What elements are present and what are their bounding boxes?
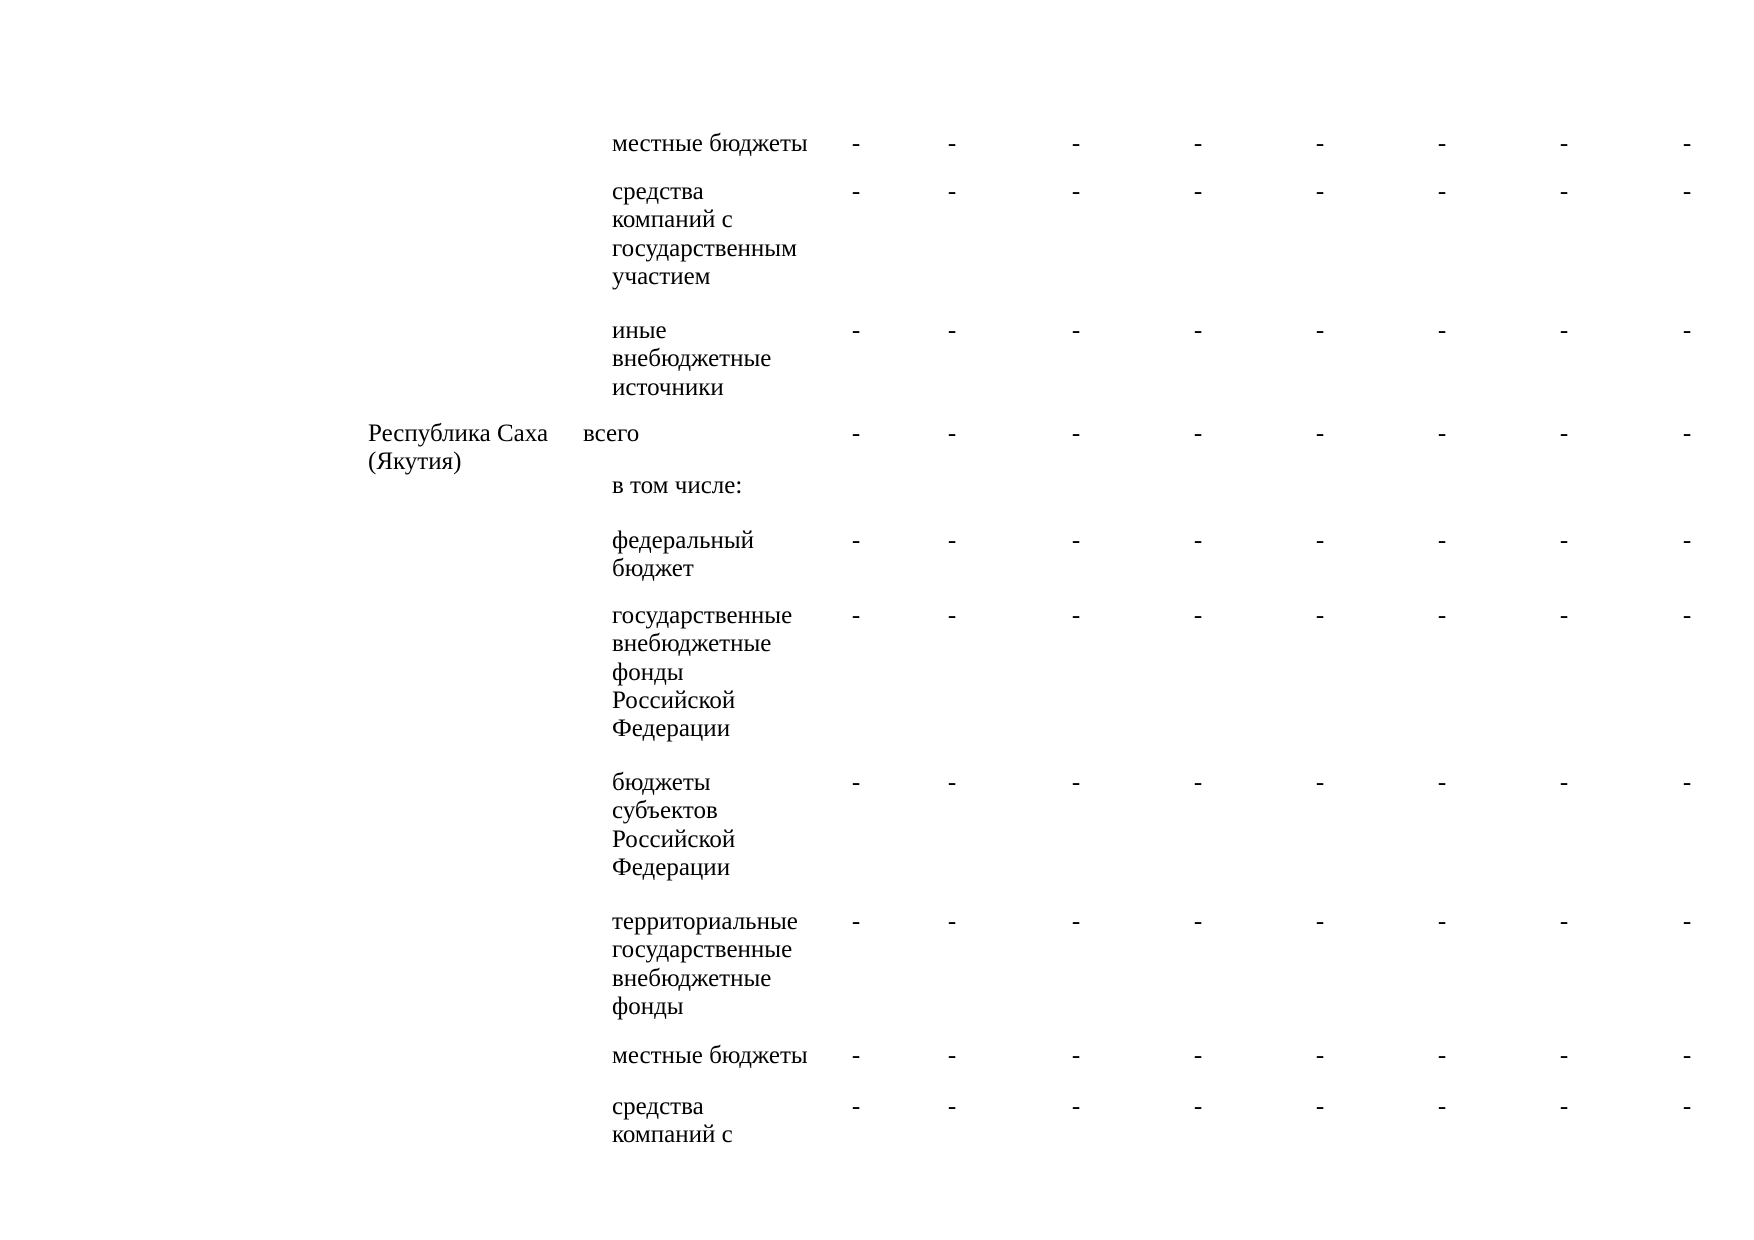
funding-source-label <box>612 130 808 158</box>
value-cell-dash: - <box>1071 420 1081 447</box>
value-cell-dash: - <box>1559 908 1569 935</box>
funding-source-label-line: компаний с <box>612 1121 733 1149</box>
funding-source-label <box>583 420 639 448</box>
value-cell-dash: - <box>1559 769 1569 796</box>
value-cell-dash: - <box>947 602 957 629</box>
value-cell-dash: - <box>1559 1093 1569 1120</box>
value-cell-dash: - <box>1193 130 1203 157</box>
region-name <box>368 420 548 477</box>
value-cell-dash: - <box>1437 769 1447 796</box>
value-cell-dash: - <box>1071 908 1081 935</box>
value-cell-dash: - <box>1682 527 1692 554</box>
value-cell-dash: - <box>947 769 957 796</box>
value-cell-dash: - <box>1437 602 1447 629</box>
value-cell-dash: - <box>1071 527 1081 554</box>
value-cell-dash: - <box>947 1042 957 1069</box>
value-cell-dash: - <box>1193 420 1203 447</box>
value-cell-dash: - <box>1193 769 1203 796</box>
value-cell-dash: - <box>947 527 957 554</box>
value-cell-dash: - <box>851 769 861 796</box>
value-cell-dash: - <box>947 908 957 935</box>
value-cell-dash: - <box>1315 317 1325 344</box>
funding-source-label <box>612 1093 733 1150</box>
funding-source-label-line: фонды <box>612 658 684 686</box>
value-cell-dash: - <box>1315 602 1325 629</box>
value-cell-dash: - <box>1193 908 1203 935</box>
value-cell-dash: - <box>1315 178 1325 205</box>
value-cell-dash: - <box>1559 1042 1569 1069</box>
value-cell-dash: - <box>1193 317 1203 344</box>
value-cell-dash: - <box>851 527 861 554</box>
value-cell-dash: - <box>947 130 957 157</box>
funding-source-label-line: средства <box>612 178 704 205</box>
value-cell-dash: - <box>1682 1042 1692 1069</box>
region-name-line: (Якутия) <box>368 448 462 476</box>
value-cell-dash: - <box>851 317 861 344</box>
funding-source-label-line: местные бюджеты <box>612 130 808 157</box>
funding-source-label-line: Российской <box>612 686 736 714</box>
value-cell-dash: - <box>1682 130 1692 157</box>
value-cell-dash: - <box>1437 178 1447 205</box>
value-cell-dash: - <box>1071 1042 1081 1069</box>
value-cell-dash: - <box>1682 769 1692 796</box>
funding-source-label-line: государственные <box>612 936 793 964</box>
value-cell-dash: - <box>1315 1093 1325 1120</box>
value-cell-dash: - <box>1315 420 1325 447</box>
funding-source-label <box>612 317 771 402</box>
value-cell-dash: - <box>1071 769 1081 796</box>
value-cell-dash: - <box>947 317 957 344</box>
value-cell-dash: - <box>1437 130 1447 157</box>
value-cell-dash: - <box>1071 317 1081 344</box>
value-cell-dash: - <box>1437 527 1447 554</box>
value-cell-dash: - <box>1682 908 1692 935</box>
value-cell-dash: - <box>1437 1093 1447 1120</box>
value-cell-dash: - <box>947 1093 957 1120</box>
value-cell-dash: - <box>1682 178 1692 205</box>
funding-source-label-line: государственные <box>612 602 793 629</box>
value-cell-dash: - <box>1682 317 1692 344</box>
value-cell-dash: - <box>1193 1042 1203 1069</box>
value-cell-dash: - <box>1682 420 1692 447</box>
region-name-line: Республика Саха <box>368 420 549 447</box>
value-cell-dash: - <box>1682 602 1692 629</box>
funding-source-label-line: внебюджетные <box>612 345 772 373</box>
funding-source-label-line: государственным <box>612 234 797 262</box>
value-cell-dash: - <box>1193 602 1203 629</box>
value-cell-dash: - <box>1559 178 1569 205</box>
funding-source-label-line: иные <box>612 317 667 344</box>
value-cell-dash: - <box>1437 908 1447 935</box>
funding-source-label-line: Федерации <box>612 715 731 743</box>
funding-source-label-line: компаний с <box>612 206 733 234</box>
funding-source-label-line: средства <box>612 1093 704 1120</box>
value-cell-dash: - <box>947 420 957 447</box>
value-cell-dash: - <box>1559 130 1569 157</box>
funding-source-label-line: федеральный <box>612 527 755 554</box>
funding-source-label-line: Российской <box>612 825 736 853</box>
value-cell-dash: - <box>851 1042 861 1069</box>
value-cell-dash: - <box>1315 1042 1325 1069</box>
funding-source-label <box>612 908 798 1021</box>
funding-source-label-line: субъектов <box>612 797 718 825</box>
value-cell-dash: - <box>1193 1093 1203 1120</box>
value-cell-dash: - <box>1437 317 1447 344</box>
funding-source-label-line: в том числе: <box>612 472 743 499</box>
funding-source-label-line: источники <box>612 373 724 401</box>
value-cell-dash: - <box>1071 130 1081 157</box>
value-cell-dash: - <box>1559 602 1569 629</box>
funding-source-label-line: местные бюджеты <box>612 1042 808 1069</box>
value-cell-dash: - <box>851 908 861 935</box>
funding-source-label-line: территориальные <box>612 908 798 935</box>
value-cell-dash: - <box>1682 1093 1692 1120</box>
value-cell-dash: - <box>851 602 861 629</box>
value-cell-dash: - <box>1315 527 1325 554</box>
value-cell-dash: - <box>1437 420 1447 447</box>
value-cell-dash: - <box>851 130 861 157</box>
value-cell-dash: - <box>1437 1042 1447 1069</box>
value-cell-dash: - <box>1315 130 1325 157</box>
funding-source-label <box>612 602 792 743</box>
value-cell-dash: - <box>1315 769 1325 796</box>
funding-source-label <box>612 527 754 584</box>
value-cell-dash: - <box>1193 527 1203 554</box>
funding-source-label-line: бюджет <box>612 555 694 583</box>
value-cell-dash: - <box>1193 178 1203 205</box>
value-cell-dash: - <box>851 1093 861 1120</box>
value-cell-dash: - <box>851 420 861 447</box>
funding-source-label-line: участием <box>612 262 711 290</box>
value-cell-dash: - <box>1559 527 1569 554</box>
funding-source-label-line: всего <box>583 420 640 447</box>
value-cell-dash: - <box>947 178 957 205</box>
funding-source-label-line: внебюджетные <box>612 964 772 992</box>
funding-source-label <box>612 1042 808 1070</box>
funding-source-label <box>612 178 797 291</box>
funding-source-label <box>612 769 735 882</box>
funding-source-label-line: Федерации <box>612 853 731 881</box>
value-cell-dash: - <box>1315 908 1325 935</box>
value-cell-dash: - <box>1071 1093 1081 1120</box>
value-cell-dash: - <box>1071 602 1081 629</box>
funding-source-label-line: внебюджетные <box>612 630 772 658</box>
value-cell-dash: - <box>1559 420 1569 447</box>
value-cell-dash: - <box>851 178 861 205</box>
funding-source-label <box>612 472 742 500</box>
value-cell-dash: - <box>1559 317 1569 344</box>
funding-source-label-line: фонды <box>612 992 684 1020</box>
funding-source-label-line: бюджеты <box>612 769 711 796</box>
value-cell-dash: - <box>1071 178 1081 205</box>
